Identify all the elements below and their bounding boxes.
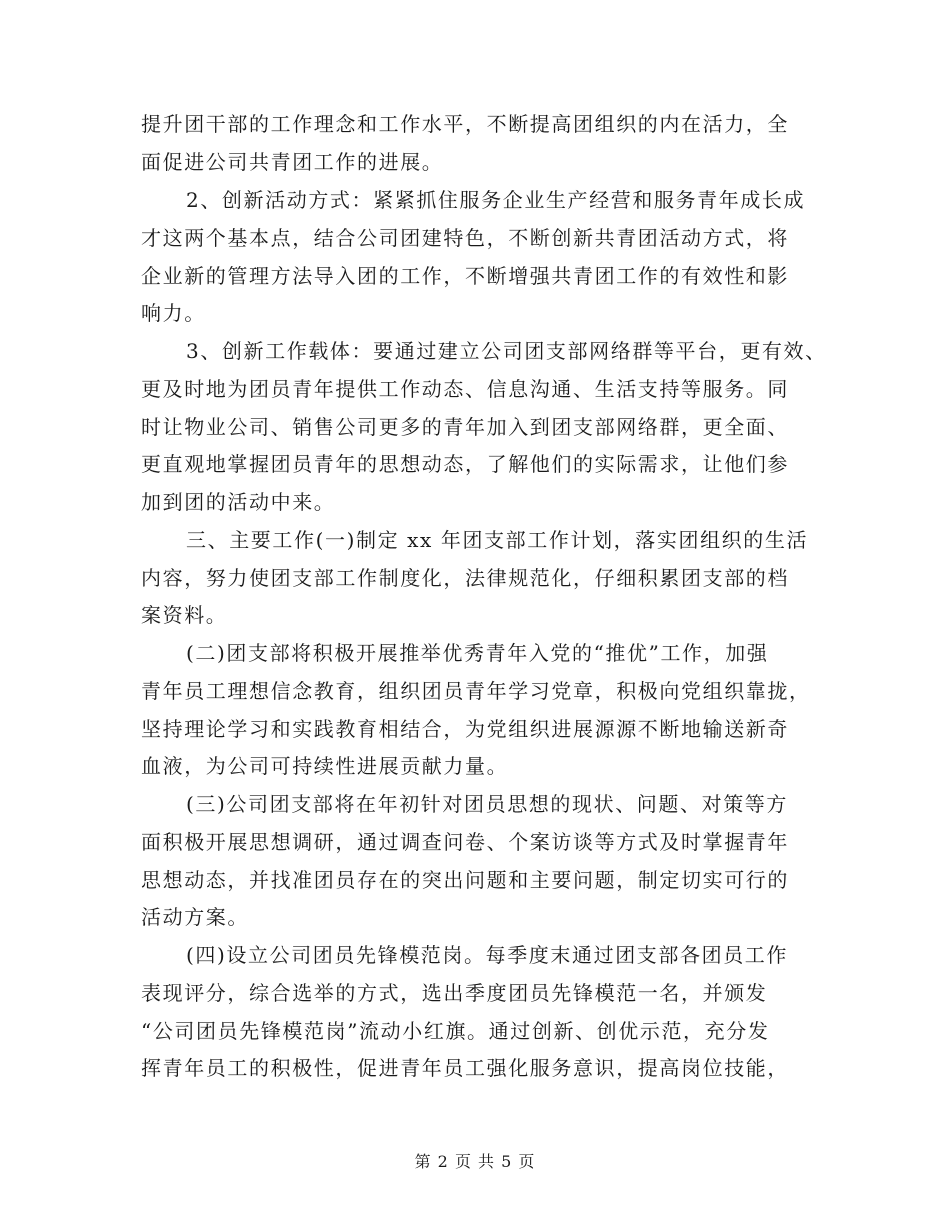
text-line-6: 响力。 bbox=[141, 301, 206, 325]
text-line-15: (二)团支部将积极开展推举优秀青年入党的“推优”工作，加强 bbox=[186, 641, 769, 665]
text-line-13: 内容，努力使团支部工作制度化，法律规范化，仔细积累团支部的档 bbox=[141, 566, 789, 590]
text-line-14: 案资料。 bbox=[141, 603, 228, 627]
text-line-9: 时让物业公司、销售公司更多的青年加入到团支部网络群，更全面、 bbox=[141, 415, 789, 439]
text-line-25: “公司团员先锋模范岗”流动小红旗。通过创新、创优示范，充分发 bbox=[141, 1019, 770, 1043]
text-line-4: 才这两个基本点，结合公司团建特色，不断创新共青团活动方式，将 bbox=[141, 226, 789, 250]
text-line-8: 更及时地为团员青年提供工作动态、信息沟通、生活支持等服务。同 bbox=[141, 377, 789, 401]
text-line-12: 三、主要工作(一)制定 xx 年团支部工作计划，落实团组织的生活 bbox=[186, 528, 809, 552]
page-number-footer: 第 2 页 共 5 页 bbox=[414, 1152, 536, 1171]
text-line-21: 思想动态，并找准团员存在的突出问题和主要问题，制定切实可行的 bbox=[141, 868, 789, 892]
text-line-17: 坚持理论学习和实践教育相结合，为党组织进展源源不断地输送新奇 bbox=[141, 717, 789, 741]
text-line-26: 挥青年员工的积极性，促进青年员工强化服务意识，提高岗位技能， bbox=[141, 1056, 789, 1080]
text-line-16: 青年员工理想信念教育，组织团员青年学习党章，积极向党组织靠拢， bbox=[141, 679, 811, 703]
text-line-20: 面积极开展思想调研，通过调查问卷、个案访谈等方式及时掌握青年 bbox=[141, 830, 789, 854]
text-line-3: 2、创新活动方式：紧紧抓住服务企业生产经营和服务青年成长成 bbox=[186, 188, 806, 212]
text-line-7: 3、创新工作载体：要通过建立公司团支部网络群等平台，更有效、 bbox=[186, 339, 827, 363]
text-line-11: 加到团的活动中来。 bbox=[141, 490, 336, 514]
text-line-18: 血液，为公司可持续性进展贡献力量。 bbox=[141, 754, 509, 778]
text-line-2: 面促进公司共青团工作的进展。 bbox=[141, 150, 444, 174]
text-line-10: 更直观地掌握团员青年的思想动态，了解他们的实际需求，让他们参 bbox=[141, 452, 789, 476]
text-line-19: (三)公司团支部将在年初针对团员思想的现状、问题、对策等方 bbox=[186, 792, 789, 816]
text-line-1: 提升团干部的工作理念和工作水平，不断提高团组织的内在活力，全 bbox=[141, 112, 789, 136]
text-line-23: (四)设立公司团员先锋模范岗。每季度末通过团支部各团员工作 bbox=[186, 943, 789, 967]
text-line-24: 表现评分，综合选举的方式，选出季度团员先锋模范一名，并颁发 bbox=[141, 981, 768, 1005]
text-line-5: 企业新的管理方法导入团的工作，不断增强共青团工作的有效性和影 bbox=[141, 264, 789, 288]
text-line-22: 活动方案。 bbox=[141, 905, 249, 929]
